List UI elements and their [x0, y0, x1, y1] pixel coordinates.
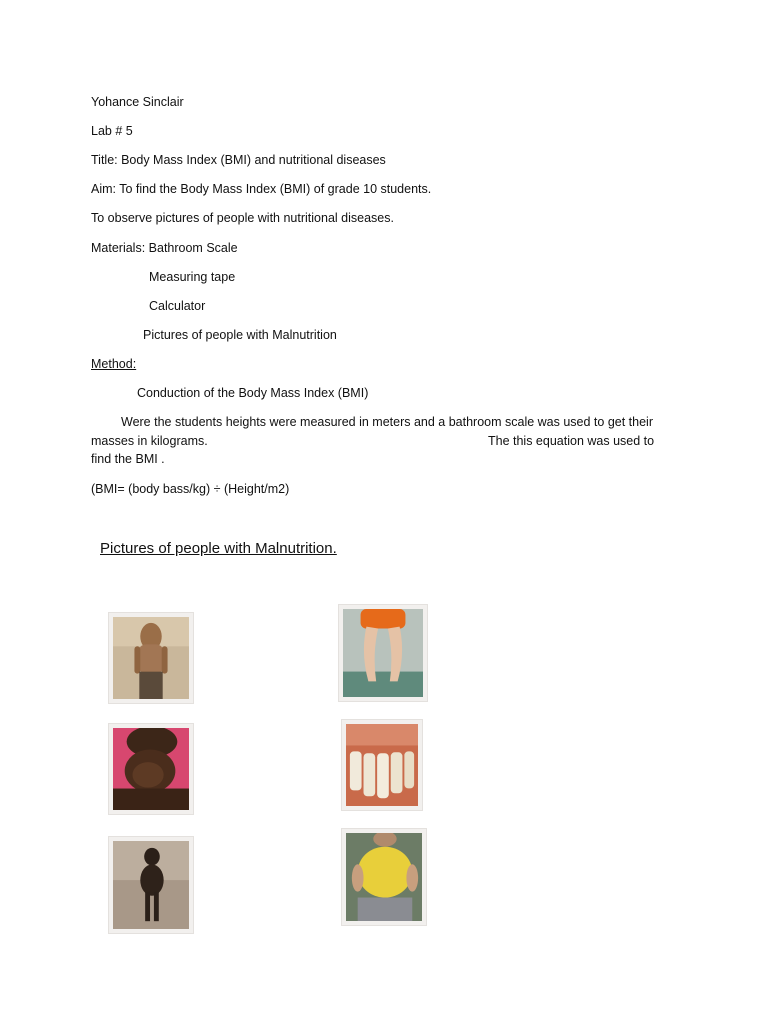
pictures-heading: Pictures of people with Malnutrition. [100, 540, 337, 557]
lab-title: Title: Body Mass Index (BMI) and nutritional diseases [91, 153, 386, 167]
photo-goitre [108, 723, 194, 815]
lab-aim: Aim: To find the Body Mass Index (BMI) of grade 10 students. [91, 182, 432, 196]
photo-marasmus [108, 612, 194, 704]
material-item: Calculator [149, 299, 206, 313]
author-name: Yohance Sinclair [91, 95, 184, 109]
materials-label: Materials: Bathroom Scale [91, 241, 238, 255]
lab-aim-continued: To observe pictures of people with nutritional diseases. [91, 211, 394, 225]
method-line-3: find the BMI . [91, 452, 165, 466]
photo-teeth [341, 719, 423, 811]
method-heading: Method: [91, 357, 137, 371]
bmi-formula: (BMI= (body bass/kg) ÷ (Height/m2) [91, 482, 290, 496]
photo-obesity [341, 828, 427, 926]
method-line-2b: The this equation was used to [488, 433, 655, 448]
photo-rickets [338, 604, 428, 702]
method-line-2a: masses in kilograms. [91, 433, 208, 448]
method-paragraph [91, 413, 671, 469]
material-item: Pictures of people with Malnutrition [143, 328, 337, 342]
photo-kwashiorkor-child [108, 836, 194, 934]
method-subheading: Conduction of the Body Mass Index (BMI) [137, 386, 369, 400]
material-item: Measuring tape [149, 270, 236, 284]
method-line-1: Were the students heights were measured in meters and a bathroom scale was used to get their [121, 415, 654, 429]
lab-number: Lab # 5 [91, 124, 133, 138]
